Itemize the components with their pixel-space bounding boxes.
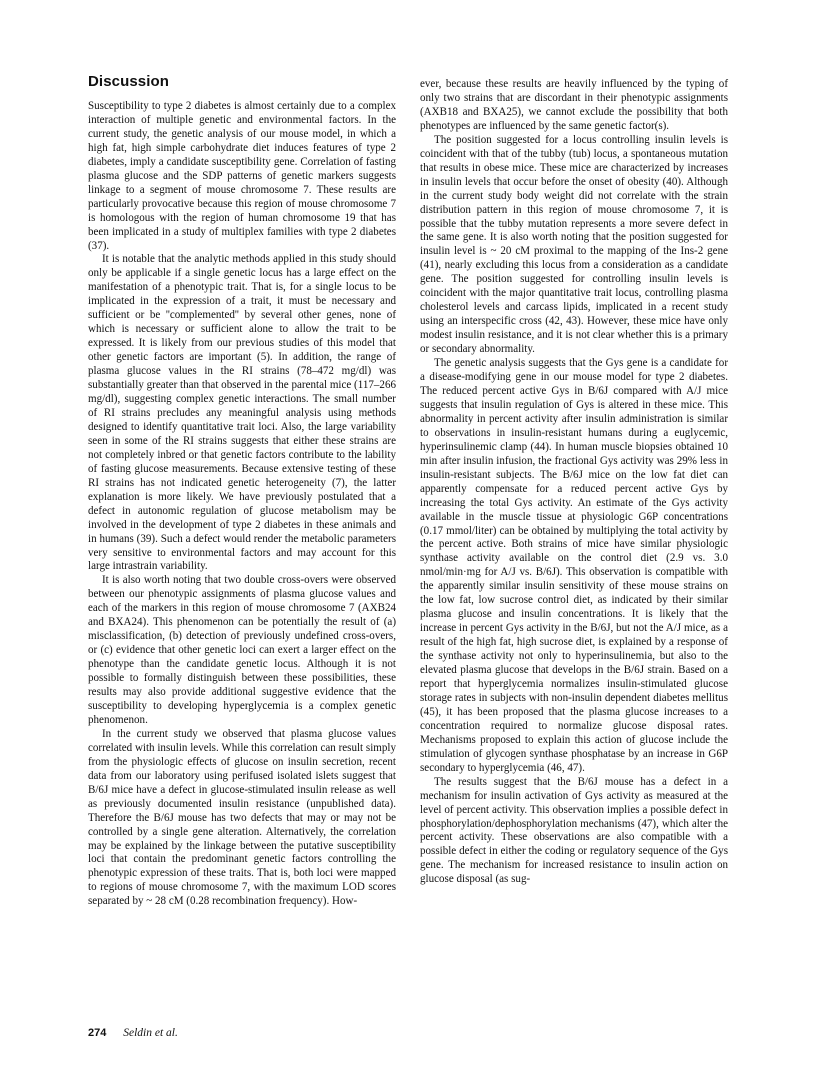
paragraph: The genetic analysis suggests that the Gys gene is a candidate for a disease-modifying gene in our mouse model for type 2 diabetes. The reduced percent active Gys in B/6J compared with A/J mice suggests that insulin regulation of Gys is altered in these mice. This abnormality in percent activity after insulin administration is similar to observations in insulin-resistant humans during a euglycemic, hyperinsulinemic clamp (44). In human muscle biopsies obtained 10 min after insulin infusion, the fractional Gys activity was 29% less in insulin-resistant subjects. The B/6J mice on the low fat diet can apparently compensate for a reduced percent active Gys by increasing the total Gys activity. An estimate of the Gys activity available in the muscle tissue at physiologic G6P concentrations (0.17 mmol/liter) can be obtained by multiplying the total activity by the percent active. Both strains of mice have similar physiologic synthase activity available on the control diet (2.9 vs. 3.0 nmol/min·mg for A/J vs. B/6J). This observation is compatible with the apparently similar insulin sensitivity of these mouse strains on the low fat, low sucrose control diet, as indicated by their similar plasma glucose and insulin concentrations. It is likely that the increase in percent Gys activity in the B/6J, but not the A/J mice, as a result of the high fat, high sucrose diet, is explained by a response of the synthase activity not only to hyperinsulinemia, but also to the elevated plasma glucose that develops in the B/6J strain. Based on a report that hyperglycemia normalizes insulin-stimulated glucose storage rates in subjects with non-insulin dependent diabetes mellitus (45), it has been proposed that the plasma glucose increases to a concentration required to normalize glucose disposal rates. Mechanisms proposed to explain this action of glucose include the stimulation of glycogen synthase phosphatase by an increase in G6P secondary to hyperglycemia (46, 47). — [420, 357, 728, 774]
paragraph: It is also worth noting that two double cross-overs were observed between our phenotypic assignments of plasma glucose values and each of the markers in this region of mouse chromosome 7 (AXB24 and BXA24). This phenomenon can be potentially the result of (a) misclassification, (b) detection of previously undefined cross-overs, or (c) evidence that other genetic loci can exert a larger effect on the phenotype than the candidate genetic locus. Although it is not possible to formally distinguish between these possibilities, these results may also provide additional suggestive evidence that the susceptibility to developing hyperglycemia is a complex genetic phenomenon. — [88, 574, 396, 726]
left-column — [88, 100, 396, 909]
paragraph: It is notable that the analytic methods applied in this study should only be applicable if a single genetic locus has a large effect on the manifestation of a phenotypic trait. That is, for a single locus to be implicated in the expression of a trait, it must be necessary and sufficient or be ''complemented'' by several other genes, none of which is necessary or sufficient alone to allow the trait to be expressed. It is likely from our previous studies of this model that other genetic factors are important (5). In addition, the range of plasma glucose values in the RI strains (78–472 mg/dl) was substantially greater than that observed in the parental mice (117–266 mg/dl), suggesting complex genetic interactions. The small number of RI strains precludes any meaningful analysis using methods designed to identify quantitative trait loci. Also, the large variability seen in some of the RI strains suggests that either these strains are not completely inbred or that genetic factors contribute to the lability of fasting glucose measurements. Because extensive testing of these RI strains has not indicated genetic heterogeneity (7), the latter explanation is more likely. We have previously postulated that a defect in autonomic regulation of glucose metabolism may be involved in the development of type 2 diabetes in these animals and in humans (39). Such a defect would render the metabolic parameters very sensitive to environmental factors and may account for this large intrastrain variability. — [88, 253, 396, 573]
running-head: Seldin et al. — [123, 1027, 178, 1039]
paragraph: In the current study we observed that plasma glucose values correlated with insulin levels. While this correlation can result simply from the physiologic effects of glucose on insulin secretion, recent data from our laboratory using perifused isolated islets suggest that B/6J mice have a defect in glucose-stimulated insulin release as well as previously documented insulin resistance (unpublished data). Therefore the B/6J mouse has two defects that may or may not be controlled by a single gene alteration. Alternatively, the correlation may be explained by the linkage between the putative susceptibility loci that contain the predominant genetic factors controlling the phenotypic expression of these traits. That is, both loci were mapped to regions of mouse chromosome 7, with the maximum LOD scores separated by ~ 28 cM (0.28 recombination frequency). How- — [88, 727, 396, 908]
section-heading: Discussion — [88, 73, 170, 90]
paragraph: ever, because these results are heavily influenced by the typing of only two strains that are discordant in their phenotypic assignments (AXB18 and BXA25), we cannot exclude the possibility that both phenotypes are influenced by the same genetic factor(s). — [420, 78, 728, 132]
right-column — [420, 78, 728, 887]
paragraph: Susceptibility to type 2 diabetes is almost certainly due to a complex interaction of multiple genetic and environmental factors. In the current study, the genetic analysis of our mouse model, in which a high fat, high simple carbohydrate diet induces features of type 2 diabetes, imply a candidate susceptibility gene. Correlation of fasting plasma glucose and the SDP patterns of genetic markers suggests linkage to a segment of mouse chromosome 7. These results are particularly provocative because this region of mouse chromosome 7 is homologous with the region of human chromosome 19 that has been implicated in a study of multiplex families with type 2 diabetes (37). — [88, 100, 396, 252]
paragraph: The position suggested for a locus controlling insulin levels is coincident with that of the tubby (tub) locus, a spontaneous mutation that results in obese mice. These mice are characterized by increases in insulin levels that occur before the onset of obesity (40). Although in the current study body weight did not correlate with the strain distribution pattern in this region of mouse chromosome 7, it is possible that the tubby mutation represents a more severe defect in the same gene. It is also worth noting that the position suggested for insulin level is ~ 20 cM proximal to the mapping of the Ins-2 gene (41), nearly excluding this locus from a consideration as a candidate gene. The position suggested for controlling insulin levels is coincident with the major quantitative trait locus, controlling plasma cholesterol levels and carcass lipids, implicated in a recent study using an interspecific cross (42, 43). However, these mice have only modest insulin resistance, and it is not clear whether this is a primary or secondary abnormality. — [420, 133, 728, 356]
page-footer — [88, 1027, 178, 1039]
paragraph: The results suggest that the B/6J mouse has a defect in a mechanism for insulin activation of Gys activity as measured at the level of percent activity. This observation implies a possible defect in phosphorylation/dephosphorylation mechanisms (47), which alter the percent activity. These observations are also compatible with a possible defect in either the coding or regulatory sequence of the Gys gene. The mechanism for increased resistance to insulin action on glucose disposal (as sug- — [420, 775, 728, 886]
page-number: 274 — [88, 1027, 107, 1039]
